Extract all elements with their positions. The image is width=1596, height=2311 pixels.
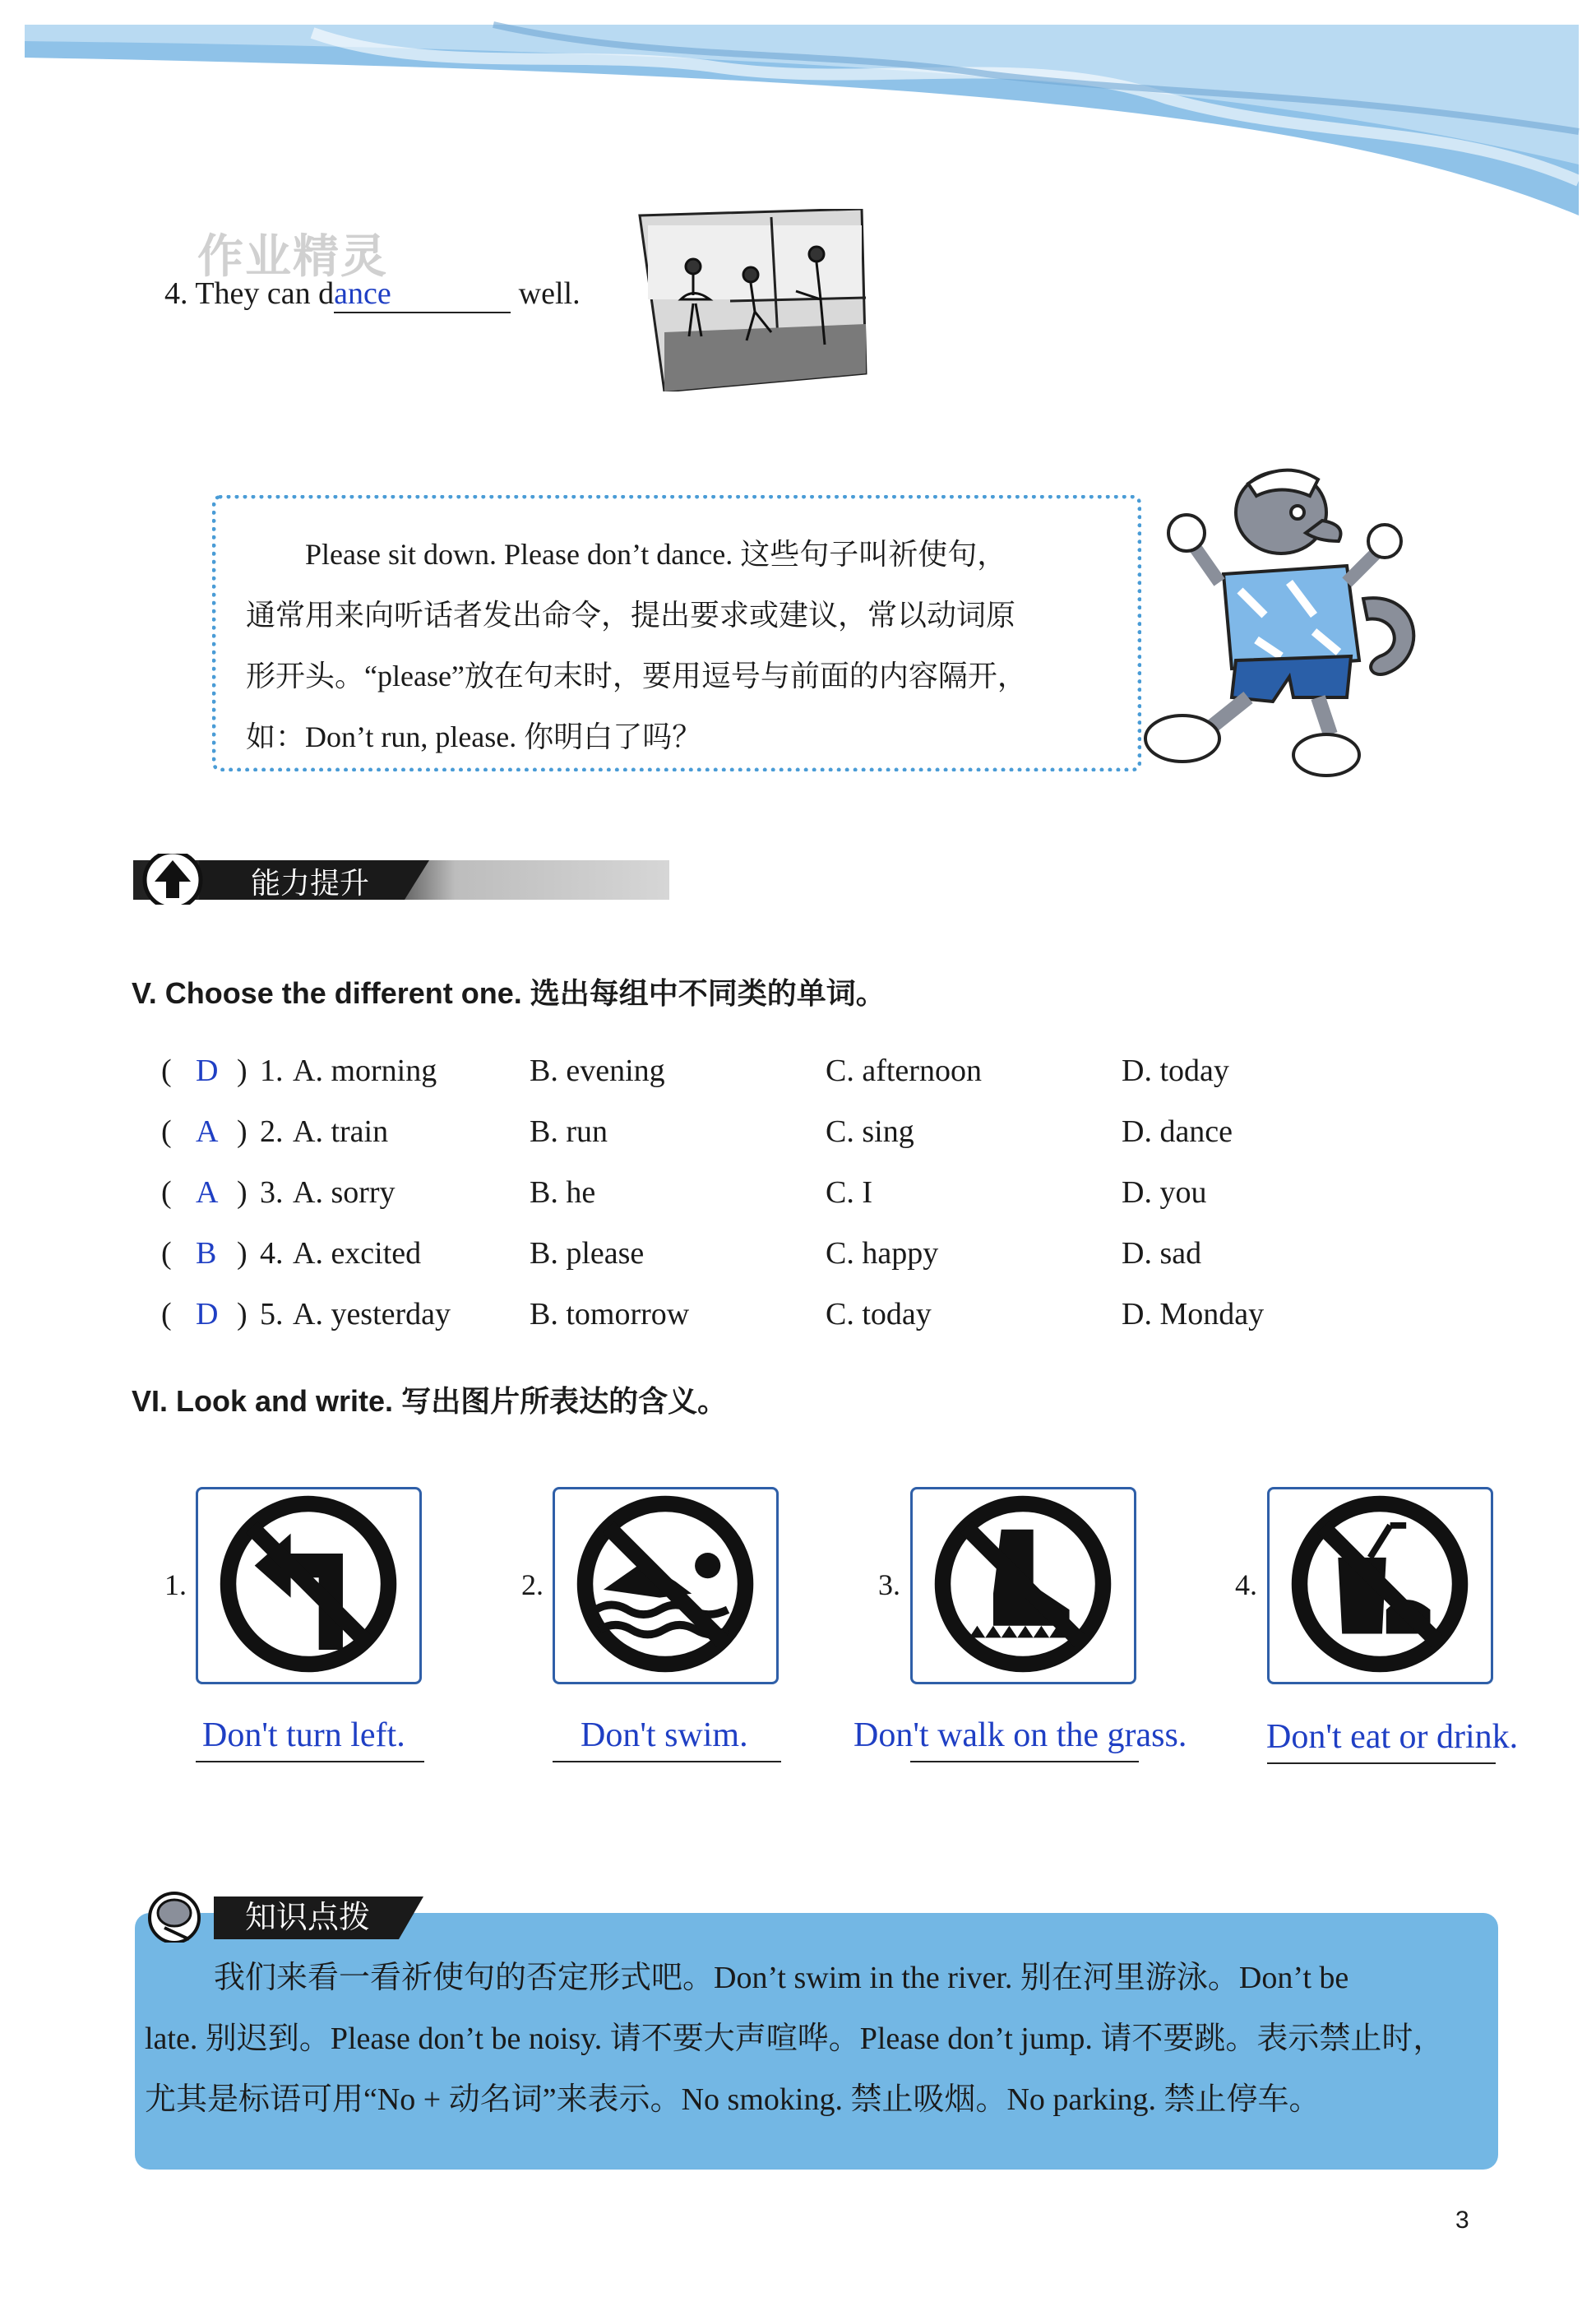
choice-row <box>161 1114 1444 1163</box>
open-paren: ( <box>161 1054 172 1088</box>
open-paren: ( <box>161 1175 172 1210</box>
item-number: 5. <box>260 1297 284 1331</box>
option-c: C. today <box>826 1297 932 1331</box>
answer-letter: A <box>196 1175 219 1210</box>
dinosaur-mascot-illustration <box>1141 451 1437 780</box>
option-c: C. I <box>826 1175 872 1210</box>
close-paren: ) <box>237 1114 247 1149</box>
watermark: 作业精灵 <box>197 230 388 284</box>
exercise-4-sentence <box>164 276 581 313</box>
option-d: D. sad <box>1122 1236 1202 1271</box>
decorative-top-banner <box>0 0 1596 222</box>
sentence-end: well. <box>518 276 581 311</box>
sign-answer-4: Don't eat or drink. <box>1266 1718 1519 1756</box>
option-c: C. afternoon <box>826 1054 982 1088</box>
knowledge-line-2: late. 别迟到。Please don’t be noisy. 请不要大声喧哗。Please don’t jump. 请不要跳。表示禁止时， <box>145 2022 1445 2056</box>
option-b: B. evening <box>530 1054 665 1088</box>
tip-line-1: Please sit down. Please don’t dance. 这些句子叫祈使句， <box>305 538 1007 571</box>
section-vi-title-cn: 写出图片所表达的含义。 <box>401 1384 728 1419</box>
grammar-tip-box <box>212 495 1141 771</box>
answer-underline <box>1267 1762 1496 1764</box>
answer-letter: D <box>196 1054 219 1088</box>
section-header-bar <box>133 854 669 905</box>
open-paren: ( <box>161 1236 172 1271</box>
option-d: D. you <box>1122 1175 1207 1210</box>
answer-text: ance <box>334 276 391 311</box>
answer-underline <box>196 1761 424 1762</box>
option-d: D. Monday <box>1122 1297 1265 1331</box>
tip-line-3: 形开头。“please”放在句末时，要用逗号与前面的内容隔开， <box>246 660 1027 692</box>
option-c: C. happy <box>826 1236 939 1271</box>
sign-number: 1. <box>164 1568 187 1601</box>
sign-answer-3: Don't walk on the grass. <box>854 1716 1187 1754</box>
section-v-title-cn: 选出每组中不同类的单词。 <box>530 976 886 1011</box>
knowledge-text <box>145 1947 1493 2130</box>
no-left-turn-icon <box>196 1487 422 1684</box>
option-a: A. yesterday <box>293 1297 451 1331</box>
option-d: D. dance <box>1122 1114 1233 1149</box>
option-b: B. run <box>530 1114 608 1149</box>
item-number: 4. <box>164 276 188 311</box>
option-a: A. excited <box>293 1236 422 1271</box>
section-v-heading <box>132 970 886 1012</box>
knowledge-title: 知识点拨 <box>245 1899 371 1935</box>
sign-answer-1: Don't turn left. <box>202 1716 405 1754</box>
close-paren: ) <box>237 1175 247 1210</box>
option-b: B. he <box>530 1175 596 1210</box>
answer-letter: A <box>196 1114 219 1149</box>
no-swimming-icon <box>553 1487 779 1684</box>
page-number: 3 <box>1455 2207 1469 2234</box>
option-b: B. tomorrow <box>530 1297 690 1331</box>
item-number: 1. <box>260 1054 284 1088</box>
section-title: 能力提升 <box>251 867 370 901</box>
close-paren: ) <box>237 1054 247 1088</box>
choice-row <box>161 1174 1444 1224</box>
option-a: A. train <box>293 1114 389 1149</box>
ballet-dancers-illustration <box>631 209 870 391</box>
option-a: A. sorry <box>293 1175 396 1210</box>
section-v-title: V. Choose the different one. <box>132 976 522 1010</box>
sign-number: 2. <box>521 1568 544 1601</box>
close-paren: ) <box>237 1297 247 1331</box>
choice-row <box>161 1296 1444 1345</box>
tip-line-4: 如：Don’t run, please. 你明白了吗？ <box>246 720 702 753</box>
option-c: C. sing <box>826 1114 914 1149</box>
sign-answer-2: Don't swim. <box>581 1716 748 1754</box>
knowledge-line-3: 尤其是标语可用“No + 动名词”来表示。No smoking. 禁止吸烟。No parking. 禁止停车。 <box>145 2082 1321 2117</box>
item-number: 4. <box>260 1236 284 1271</box>
sign-number: 4. <box>1235 1568 1257 1601</box>
open-paren: ( <box>161 1297 172 1331</box>
sign-number: 3. <box>878 1568 900 1601</box>
open-paren: ( <box>161 1114 172 1149</box>
option-d: D. today <box>1122 1054 1229 1088</box>
knowledge-line-1: 我们来看一看祈使句的否定形式吧。Don’t swim in the river. 别在河里游泳。Don’t be <box>214 1961 1349 1995</box>
option-a: A. morning <box>293 1054 437 1088</box>
no-food-drink-icon <box>1267 1487 1493 1684</box>
answer-letter: B <box>196 1236 217 1271</box>
section-vi-title: VI. Look and write. <box>132 1384 394 1418</box>
choice-row <box>161 1053 1444 1102</box>
sentence-start: They can d <box>195 276 335 311</box>
no-walking-on-grass-icon <box>910 1487 1136 1684</box>
section-vi-heading <box>132 1378 727 1420</box>
tip-line-2: 通常用来向听话者发出命令，提出要求或建议，常以动词原 <box>246 599 1016 632</box>
answer-underline <box>553 1761 781 1762</box>
answer-underline <box>910 1761 1139 1762</box>
item-number: 2. <box>260 1114 284 1149</box>
answer-letter: D <box>196 1297 219 1331</box>
close-paren: ) <box>237 1236 247 1271</box>
option-b: B. please <box>530 1236 645 1271</box>
item-number: 3. <box>260 1175 284 1210</box>
choice-row <box>161 1235 1444 1285</box>
